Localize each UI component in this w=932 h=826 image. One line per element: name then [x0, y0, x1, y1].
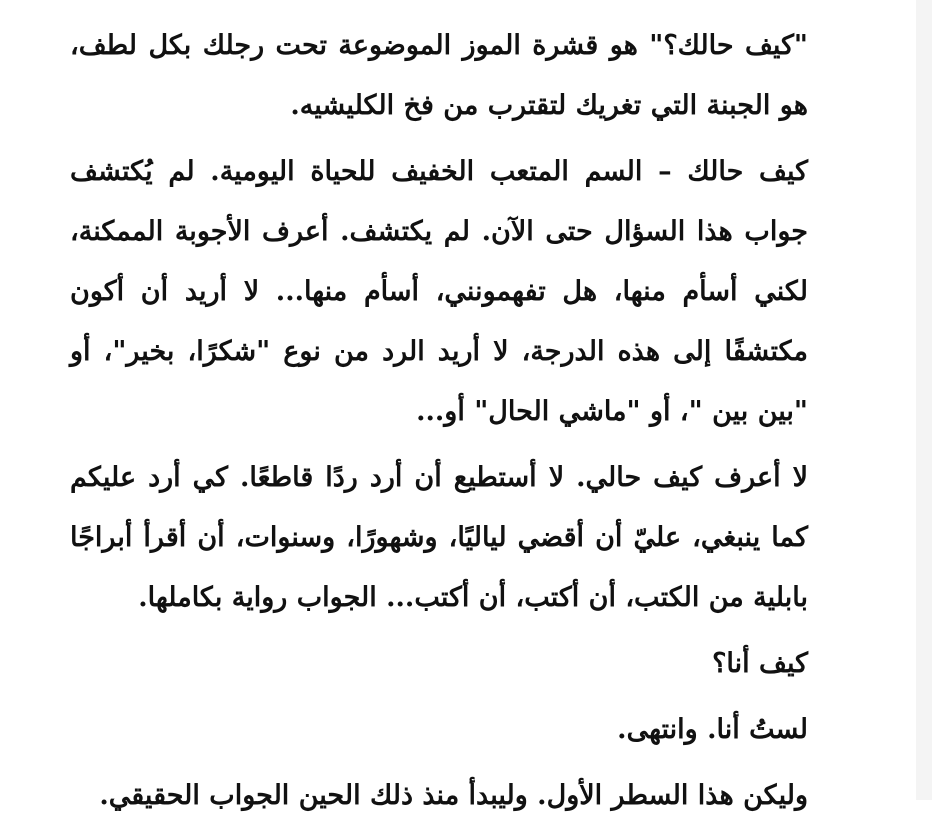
paragraph-6: وليكن هذا السطر الأول. وليبدأ منذ ذلك الحين الجواب الحقيقي. [99, 780, 808, 811]
article-body [70, 16, 808, 826]
paragraph-5: لستُ أنا. وانتهى. [617, 714, 808, 745]
paragraph-1: "كيف حالك؟" هو قشرة الموز الموضوعة تحت رجلك بكل لطف، هو الجبنة التي تغريك لتقترب من فخ الكليشيه. [70, 30, 808, 121]
page-edge [916, 0, 932, 800]
paragraph-3: لا أعرف كيف حالي. لا أستطيع أن أرد ردًا قاطعًا. كي أرد عليكم كما ينبغي، عليّ أن أقضي لياليًا، وشهورًا، وسنوات، أن أقرأ أبراجًا بابلية من الكتب، أن أكتب، أن أكتب... الجواب رواية بكاملها. [70, 462, 808, 613]
paragraph-4: كيف أنا؟ [712, 648, 808, 679]
paragraph-2: كيف حالك – السم المتعب الخفيف للحياة اليومية. لم يُكتشف جواب هذا السؤال حتى الآن. لم يكتشف. أعرف الأجوبة الممكنة، لكني أسأم منها، هل تفهمونني، أسأم منها... لا أريد أن أكون مكتشفًا إلى هذه الدرجة، لا أريد الرد من نوع "شكرًا، بخير"، أو "بين بين "، أو "ماشي الحال" أو... [70, 156, 808, 427]
